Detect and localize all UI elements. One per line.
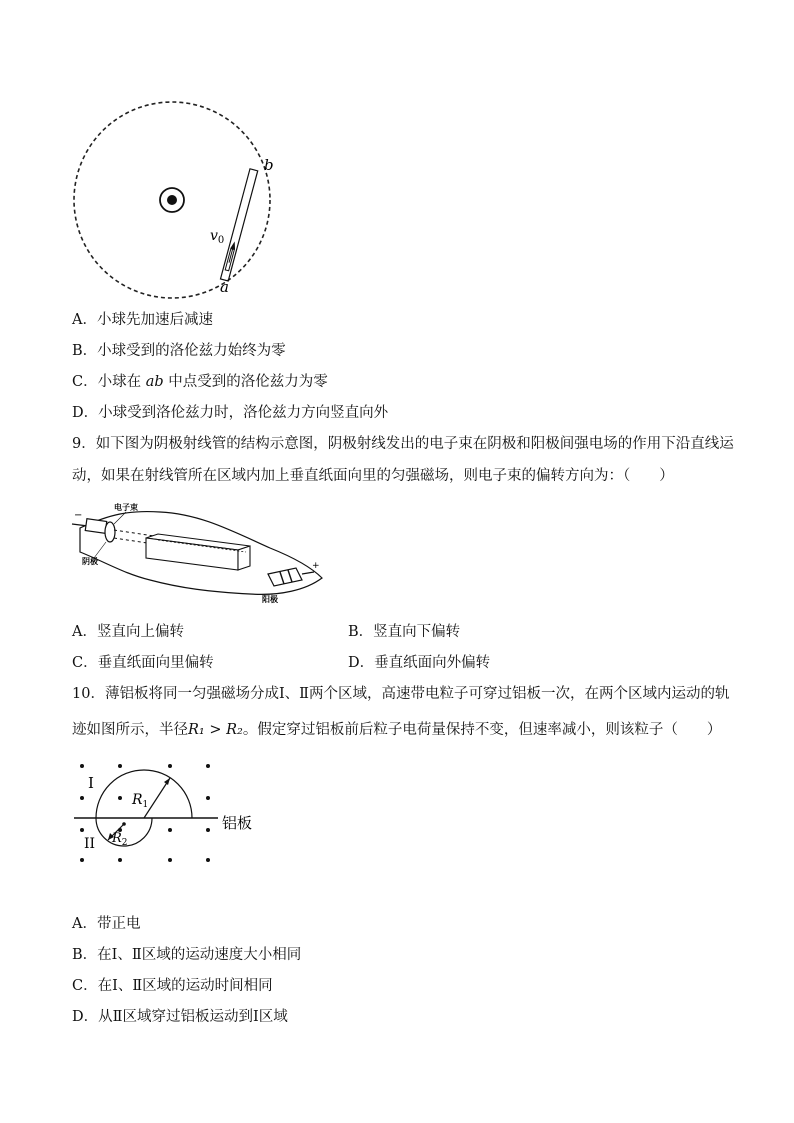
q8-option-a: A．小球先加速后减速 [72,312,213,328]
field-dots [80,764,210,862]
q8-option-b: B．小球受到的洛伦兹力始终为零 [72,343,286,359]
trajectory-r1-arc [96,770,192,818]
q9-option-d: D．垂直纸面向外偏转 [348,655,491,671]
q10-option-d: D．从Ⅱ区域穿过铝板运动到Ⅰ区域 [72,1009,288,1025]
q9-option-b: B．竖直向下偏转 [348,624,461,640]
q10-stem-line2: 迹如图所示，半径R₁ > R₂。假定穿过铝板前后粒子电荷量保持不变，但速率减小，则该粒子（ ） [72,722,722,738]
q8-option-d: D．小球受到洛伦兹力时，洛伦兹力方向竖直向外 [72,405,389,421]
minus-sign: − [74,510,83,521]
label-r1: $R_1$ [132,792,149,810]
q10-stem-line1: 10．薄铝板将同一匀强磁场分成Ⅰ、Ⅱ两个区域，高速带电粒子可穿过铝板一次，在两个区域内运动的轨 [72,686,730,702]
fluorescent-screen [146,534,250,570]
q9-stem-line1: 9．如下图为阴极射线管的结构示意图，阴极射线发出的电子束在阴极和阳极间强电场的作用下沿直线运 [72,436,734,452]
field-out-dot-icon [167,195,177,205]
q9-option-c: C．垂直纸面向里偏转 [72,655,214,671]
label-region-2: II [84,836,96,852]
r1-arrow-head [164,778,170,785]
q8-figure [70,100,290,300]
tube [220,169,257,281]
q10-figure [70,758,270,868]
label-cathode: 阴极 [82,557,98,566]
r2-center-dot [122,822,126,826]
plus-sign: + [312,561,320,571]
beam-dash-1 [114,530,154,536]
label-a: a [220,278,229,296]
label-b: b [264,156,274,174]
leader-cathode [94,542,106,558]
label-aluminum-plate: 铝板 [222,814,253,832]
label-v0: $v_0$ [210,228,225,246]
q10-option-a: A．带正电 [72,916,141,932]
q9-figure [70,500,330,610]
label-electron-beam: 电子束 [114,503,138,512]
label-region-1: I [88,774,94,792]
anode-assembly [268,568,314,586]
label-anode: 阳极 [262,595,278,604]
cathode-assembly [72,519,115,542]
q10-option-b: B．在Ⅰ、Ⅱ区域的运动速度大小相同 [72,947,302,963]
q10-option-c: C．在Ⅰ、Ⅱ区域的运动时间相同 [72,978,273,994]
r1-arrow-line [144,778,170,818]
label-r2: $R_2$ [112,831,128,848]
q9-stem-line2: 动，如果在射线管所在区域内加上垂直纸面向里的匀强磁场，则电子束的偏转方向为：（ ） [72,468,674,484]
q8-option-c: C．小球在 ab 中点受到的洛伦兹力为零 [72,374,328,390]
q9-option-a: A．竖直向上偏转 [72,624,184,640]
